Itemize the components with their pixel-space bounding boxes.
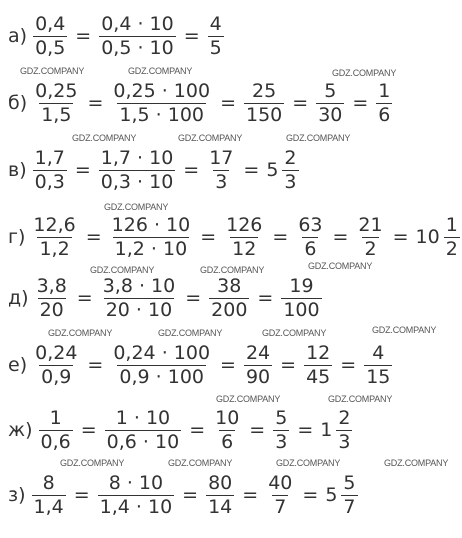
- equals-sign: =: [392, 226, 409, 248]
- denominator: 200: [211, 298, 248, 321]
- fraction: [224, 214, 264, 261]
- denominator: 100: [283, 298, 320, 321]
- watermark-text: GDZ.COMPANY: [384, 458, 449, 468]
- fraction: [282, 147, 298, 194]
- fraction: [364, 342, 392, 389]
- fraction: [33, 147, 67, 194]
- numerator: 5: [324, 79, 337, 102]
- whole-part: 5: [325, 484, 338, 506]
- numerator: 1,7 · 10: [100, 146, 174, 169]
- numerator: 12,6: [33, 213, 76, 236]
- watermark-text: GDZ.COMPANY: [332, 68, 397, 78]
- numerator: 126 · 10: [111, 213, 191, 236]
- watermark-text: GDZ.COMPANY: [328, 394, 393, 404]
- numerator: 0,4: [35, 12, 66, 35]
- fraction: [281, 275, 321, 322]
- denominator: 0,9: [41, 365, 72, 388]
- denominator: 0,9 · 100: [119, 365, 204, 388]
- fraction: [105, 407, 182, 454]
- equals-sign: =: [249, 419, 266, 441]
- fraction: [31, 214, 77, 261]
- equals-sign: =: [242, 484, 259, 506]
- numerator: 63: [298, 213, 323, 236]
- denominator: 12: [232, 237, 257, 260]
- watermark-text: GDZ.COMPANY: [200, 265, 265, 275]
- equals-sign: =: [302, 484, 319, 506]
- denominator: 14: [208, 495, 233, 518]
- fraction: [101, 275, 178, 322]
- watermark-text: GDZ.COMPANY: [90, 265, 155, 275]
- numerator: 25: [252, 79, 277, 102]
- fraction: [39, 407, 73, 454]
- item-label: з): [8, 484, 26, 506]
- numerator: 19: [289, 274, 314, 297]
- numerator: 1,7: [34, 146, 65, 169]
- numerator: 8: [42, 471, 55, 494]
- denominator: 1,2 · 10: [114, 237, 188, 260]
- fraction: [33, 80, 79, 127]
- fraction: [32, 472, 66, 519]
- fraction: [244, 80, 284, 127]
- watermark-text: GDZ.COMPANY: [286, 133, 351, 143]
- denominator: 3: [338, 430, 351, 453]
- fraction: [336, 407, 352, 454]
- numerator: 24: [245, 341, 271, 364]
- numerator: 1 · 10: [115, 406, 171, 429]
- watermark-text: GDZ.COMPANY: [20, 66, 85, 76]
- denominator: 45: [306, 365, 331, 388]
- fraction: [33, 342, 79, 389]
- equals-sign: =: [257, 287, 274, 309]
- equals-sign: =: [200, 226, 217, 248]
- equation-row-d: [8, 268, 325, 328]
- numerator: 21: [358, 213, 383, 236]
- fraction: [99, 13, 176, 60]
- denominator: 90: [245, 365, 271, 388]
- denominator: 7: [343, 495, 356, 518]
- equals-sign: =: [220, 92, 236, 114]
- item-label: в): [8, 159, 27, 181]
- item-label: г): [8, 226, 26, 248]
- fraction: [304, 342, 332, 389]
- watermark-text: GDZ.COMPANY: [72, 133, 137, 143]
- whole-part: 10: [415, 226, 440, 248]
- equation-row-zh: [8, 400, 355, 460]
- watermark-text: GDZ.COMPANY: [178, 133, 243, 143]
- denominator: 0,5: [35, 36, 66, 59]
- denominator: 150: [246, 103, 283, 126]
- fraction: [111, 80, 212, 127]
- equals-sign: =: [352, 92, 369, 114]
- denominator: 1,2: [39, 237, 70, 260]
- numerator: 10: [215, 406, 240, 429]
- numerator: 3,8: [36, 274, 67, 297]
- fraction: [110, 214, 193, 261]
- numerator: 1: [49, 406, 62, 429]
- numerator: 1: [445, 213, 458, 236]
- denominator: 3: [284, 170, 297, 193]
- denominator: 1,5: [41, 103, 72, 126]
- denominator: 6: [221, 430, 234, 453]
- denominator: 0,6: [40, 430, 71, 453]
- fraction: [33, 13, 67, 60]
- equation-row-v: [8, 140, 302, 200]
- equals-sign: =: [185, 287, 202, 309]
- watermark-text: GDZ.COMPANY: [60, 458, 125, 468]
- numerator: 0,25 · 100: [113, 79, 211, 102]
- numerator: 0,24: [35, 341, 78, 364]
- numerator: 12: [306, 341, 331, 364]
- numerator: 0,24 · 100: [113, 341, 211, 364]
- denominator: 2: [445, 237, 458, 260]
- denominator: 1,5 · 100: [119, 103, 205, 126]
- equals-sign: =: [183, 25, 200, 47]
- fraction: [208, 13, 224, 60]
- fraction: [98, 472, 175, 519]
- equals-sign: =: [243, 159, 260, 181]
- numerator: 38: [217, 274, 242, 297]
- denominator: 20: [39, 298, 64, 321]
- watermark-text: GDZ.COMPANY: [168, 458, 233, 468]
- denominator: 2: [364, 237, 377, 260]
- numerator: 40: [268, 471, 293, 494]
- watermark-text: GDZ.COMPANY: [276, 458, 341, 468]
- equals-sign: =: [74, 159, 91, 181]
- equals-sign: =: [272, 226, 289, 248]
- whole-part: 1: [320, 419, 333, 441]
- equation-row-b: [8, 73, 395, 133]
- equals-sign: =: [183, 159, 200, 181]
- numerator: 5: [275, 406, 288, 429]
- watermark-text: GDZ.COMPANY: [308, 261, 373, 271]
- numerator: 4: [209, 12, 222, 35]
- watermark-text: GDZ.COMPANY: [128, 66, 193, 76]
- equals-sign: =: [87, 354, 104, 376]
- item-label: ж): [8, 419, 33, 441]
- equation-row-g: [8, 207, 462, 267]
- equals-sign: =: [332, 226, 349, 248]
- equals-sign: =: [73, 484, 90, 506]
- fraction: [213, 407, 241, 454]
- whole-part: 5: [266, 159, 279, 181]
- watermark-text: GDZ.COMPANY: [372, 325, 437, 335]
- numerator: 0,4 · 10: [101, 12, 174, 35]
- denominator: 30: [318, 103, 343, 126]
- equals-sign: =: [76, 287, 93, 309]
- numerator: 126: [226, 213, 263, 236]
- watermark-text: GDZ.COMPANY: [104, 202, 169, 212]
- denominator: 0,3 · 10: [100, 170, 174, 193]
- item-label: а): [8, 25, 28, 47]
- fraction: [266, 472, 294, 519]
- fraction: [356, 214, 384, 261]
- fraction: [296, 214, 324, 261]
- fraction: [316, 80, 344, 127]
- numerator: 17: [209, 146, 234, 169]
- equals-sign: =: [297, 419, 314, 441]
- numerator: 5: [343, 471, 356, 494]
- denominator: 7: [274, 495, 287, 518]
- denominator: 1,4: [33, 495, 64, 518]
- numerator: 8 · 10: [108, 471, 164, 494]
- numerator: 0,25: [35, 79, 78, 102]
- fraction: [99, 147, 176, 194]
- watermark-text: GDZ.COMPANY: [158, 328, 223, 338]
- equation-row-z: [8, 465, 361, 525]
- fraction: [111, 342, 212, 389]
- numerator: 4: [372, 341, 385, 364]
- item-label: б): [8, 92, 28, 114]
- numerator: 80: [208, 471, 233, 494]
- denominator: 6: [378, 103, 391, 126]
- fraction: [207, 147, 235, 194]
- watermark-text: GDZ.COMPANY: [48, 328, 113, 338]
- denominator: 0,5 · 10: [101, 36, 174, 59]
- equals-sign: =: [182, 484, 199, 506]
- equals-sign: =: [280, 354, 297, 376]
- fraction: [444, 214, 460, 261]
- fraction: [341, 472, 357, 519]
- denominator: 0,3: [34, 170, 65, 193]
- watermark-text: GDZ.COMPANY: [262, 328, 327, 338]
- item-label: е): [8, 354, 28, 376]
- denominator: 0,6 · 10: [106, 430, 180, 453]
- fraction: [376, 80, 392, 127]
- numerator: 1: [378, 79, 391, 102]
- fraction: [273, 407, 289, 454]
- denominator: 3: [275, 430, 288, 453]
- numerator: 2: [284, 146, 297, 169]
- equals-sign: =: [189, 419, 206, 441]
- fraction: [244, 342, 272, 389]
- equals-sign: =: [85, 226, 102, 248]
- denominator: 6: [304, 237, 317, 260]
- fraction: [206, 472, 234, 519]
- denominator: 15: [366, 365, 391, 388]
- numerator: 2: [338, 406, 351, 429]
- equals-sign: =: [80, 419, 97, 441]
- equals-sign: =: [292, 92, 309, 114]
- denominator: 1,4 · 10: [99, 495, 173, 518]
- fraction: [209, 275, 249, 322]
- equals-sign: =: [75, 25, 92, 47]
- numerator: 3,8 · 10: [102, 274, 176, 297]
- equals-sign: =: [340, 354, 357, 376]
- watermark-text: GDZ.COMPANY: [216, 394, 281, 404]
- denominator: 5: [209, 36, 222, 59]
- equation-row-a: [8, 6, 227, 66]
- item-label: д): [8, 287, 29, 309]
- fraction: [35, 275, 69, 322]
- denominator: 20 · 10: [105, 298, 173, 321]
- equals-sign: =: [87, 92, 104, 114]
- equals-sign: =: [220, 354, 236, 376]
- denominator: 3: [215, 170, 228, 193]
- equation-row-e: [8, 335, 395, 395]
